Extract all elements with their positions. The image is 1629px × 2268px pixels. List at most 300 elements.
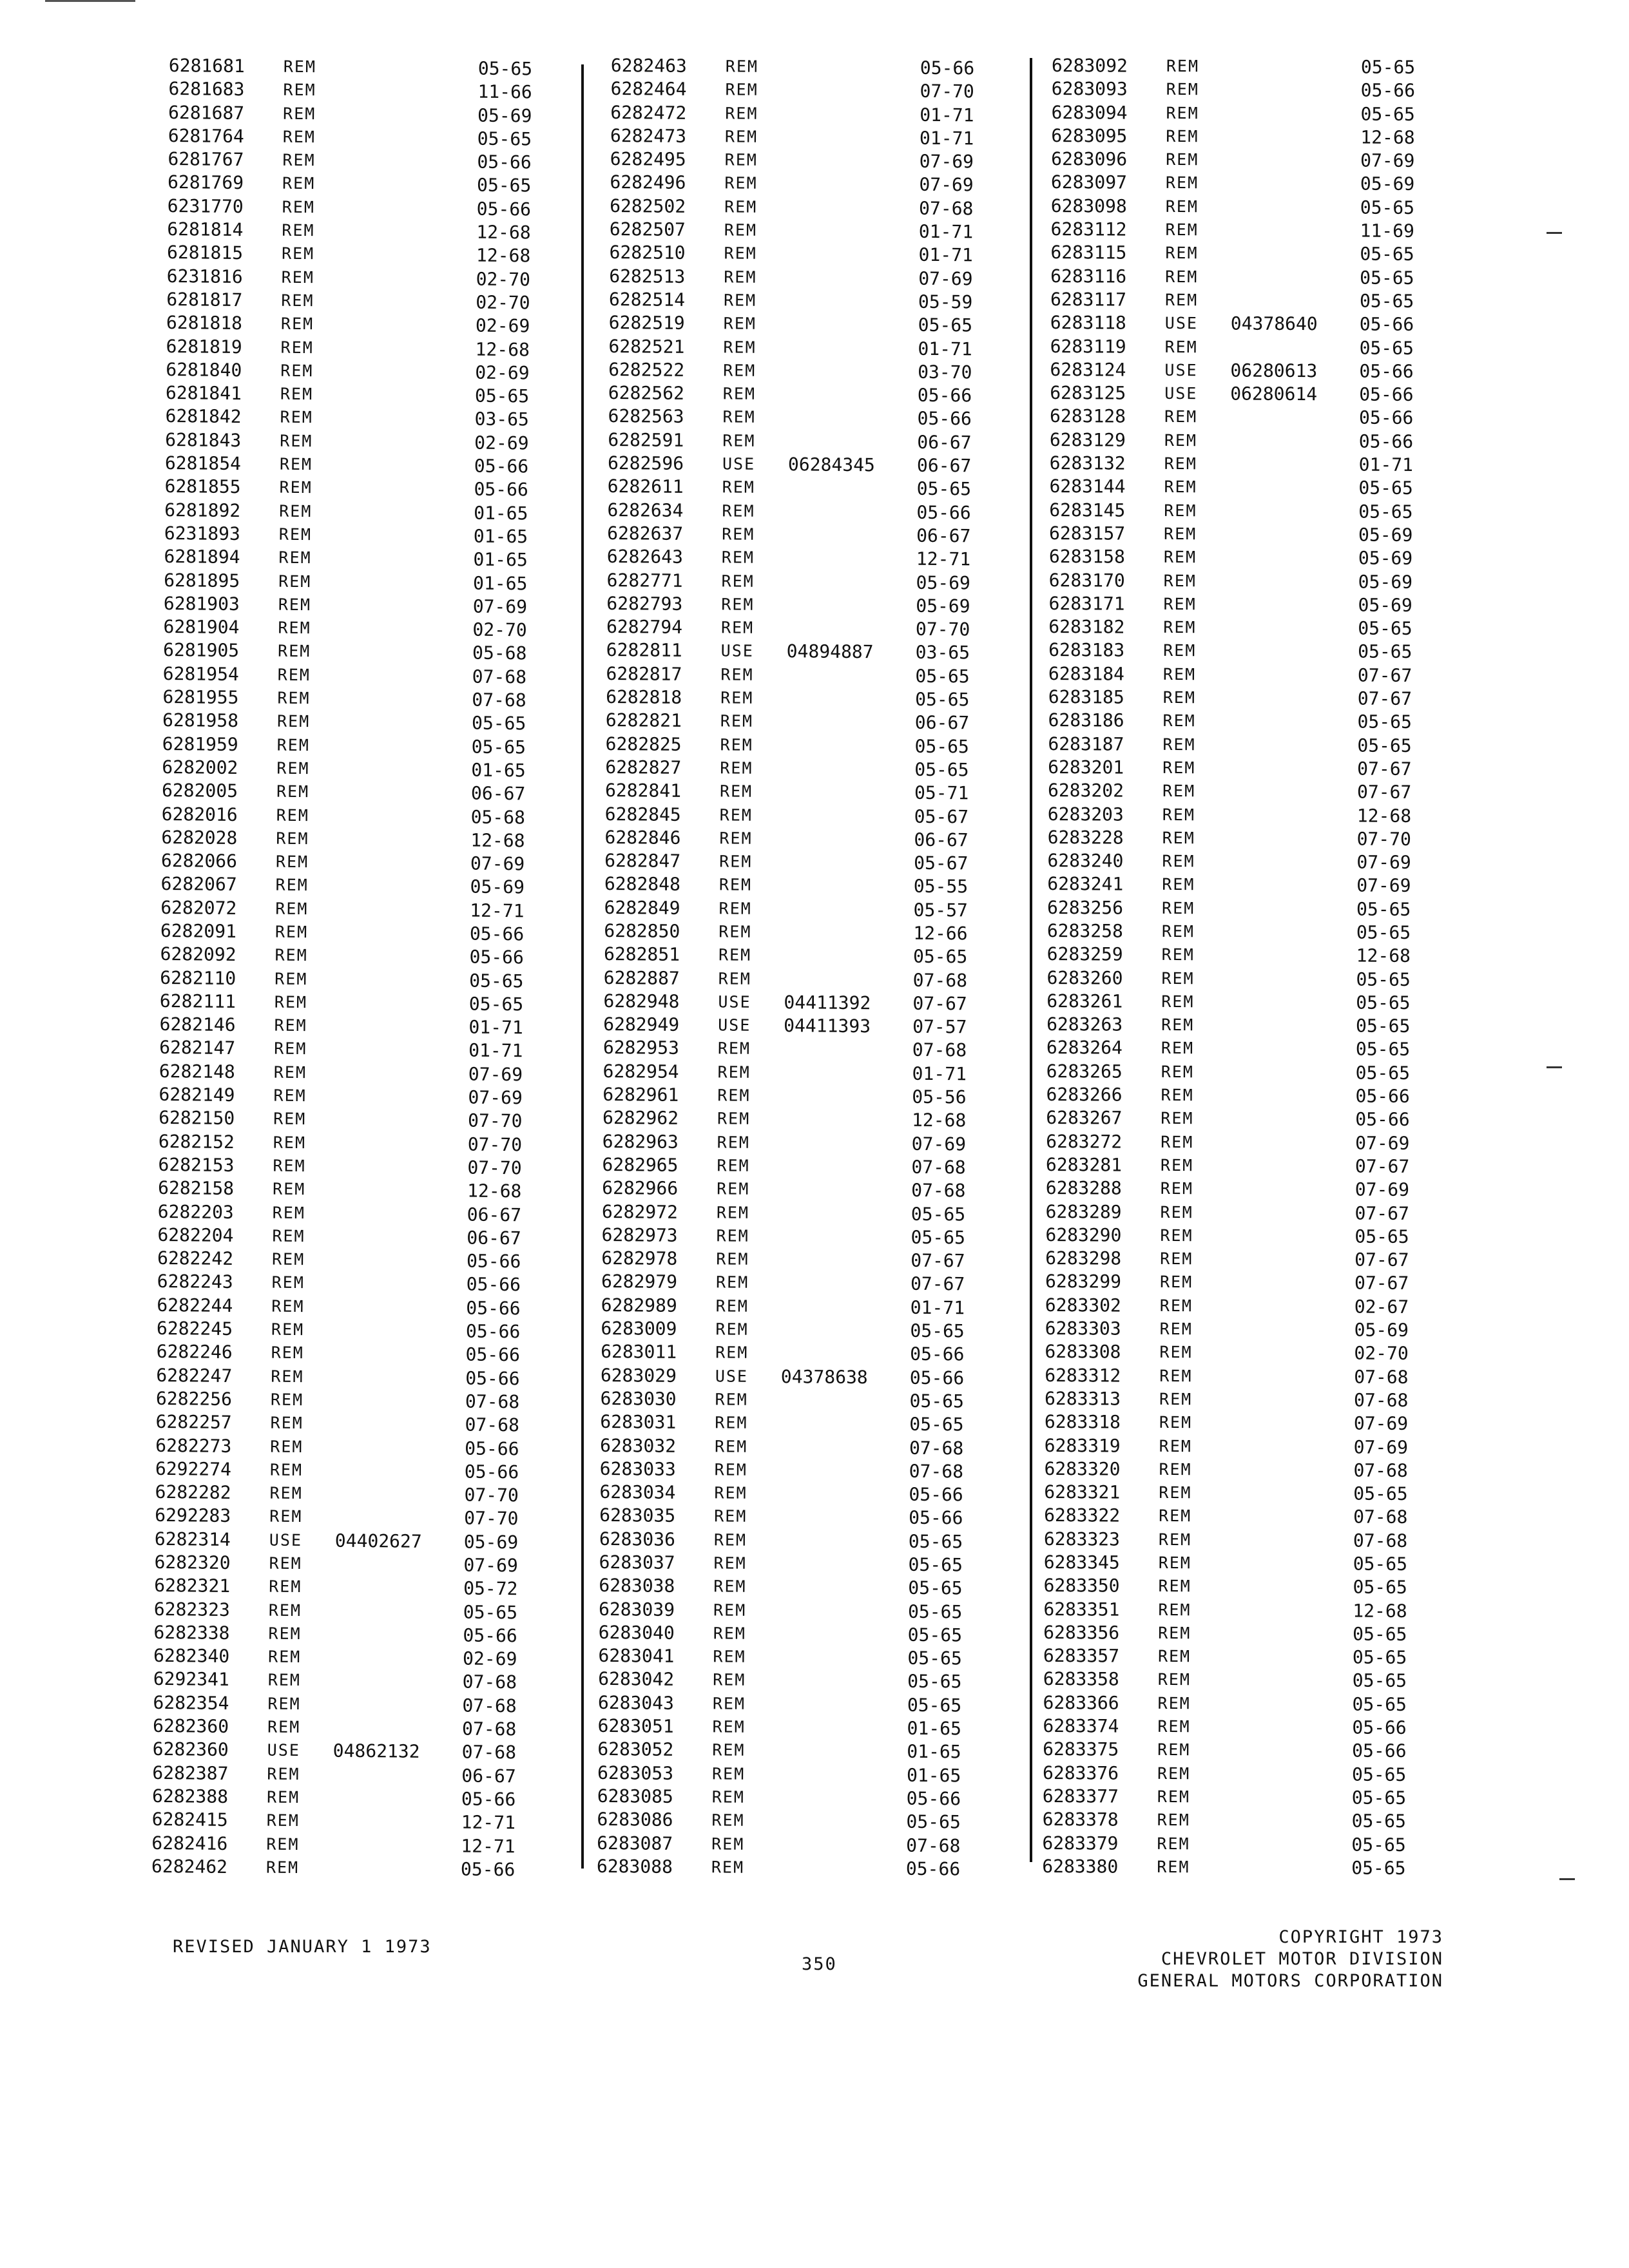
list-item <box>599 1621 1037 1648</box>
part-number: 6282562 <box>608 382 685 405</box>
effective-date: 07-69 <box>918 267 973 290</box>
list-item <box>1048 592 1487 618</box>
part-number: 6282273 <box>155 1434 232 1457</box>
replacement-part: 04402627 <box>334 1530 422 1552</box>
action-code: REM <box>266 1811 300 1831</box>
part-number: 6282954 <box>602 1060 679 1082</box>
list-item <box>601 1317 1039 1344</box>
part-number: 6283041 <box>598 1645 675 1667</box>
effective-date: 05-66 <box>469 946 525 968</box>
part-number: 6282092 <box>160 943 236 966</box>
list-item <box>598 1667 1036 1695</box>
part-number: 6282611 <box>607 476 684 498</box>
part-number: 6282244 <box>157 1294 233 1316</box>
action-code: REM <box>722 501 755 521</box>
effective-date: 07-67 <box>1354 1272 1409 1294</box>
list-item <box>602 1153 1040 1180</box>
action-code: REM <box>1164 407 1198 427</box>
list-item <box>1048 662 1487 688</box>
action-code: REM <box>713 1577 747 1597</box>
list-item <box>600 1410 1038 1437</box>
action-code: REM <box>272 1203 306 1222</box>
part-number: 6282091 <box>160 919 237 943</box>
action-code: REM <box>717 1062 751 1082</box>
effective-date: 02-70 <box>472 619 527 641</box>
effective-date: 05-66 <box>461 1788 516 1811</box>
action-code: REM <box>1159 1436 1192 1456</box>
part-number: 6283201 <box>1048 756 1124 778</box>
list-item <box>608 358 1046 385</box>
action-code: REM <box>273 1133 307 1152</box>
list-item <box>597 1738 1036 1765</box>
effective-date: 05-65 <box>1356 968 1411 990</box>
list-item <box>1045 1224 1483 1249</box>
action-code: REM <box>275 876 309 895</box>
list-item <box>1044 1504 1482 1530</box>
action-code: REM <box>271 1273 305 1293</box>
effective-date: 12-68 <box>1356 804 1412 827</box>
part-number: 6282282 <box>155 1481 231 1504</box>
action-code: REM <box>268 1600 302 1620</box>
action-code: REM <box>719 852 753 871</box>
effective-date: 05-65 <box>910 1320 965 1342</box>
effective-date: 07-69 <box>919 150 974 173</box>
replacement-part: 04378640 <box>1230 312 1318 335</box>
replacement-part: 04894887 <box>786 640 874 663</box>
action-code: REM <box>1163 594 1197 614</box>
list-item <box>1043 1667 1481 1693</box>
list-item <box>1049 522 1487 548</box>
part-number: 6283264 <box>1046 1037 1123 1059</box>
effective-date: 01-71 <box>920 104 974 126</box>
list-item <box>601 1270 1039 1297</box>
margin-dash-mark <box>1547 1066 1562 1068</box>
part-number: 6283272 <box>1046 1130 1123 1153</box>
list-item <box>1050 241 1489 267</box>
action-code: REM <box>1157 1716 1191 1736</box>
part-number: 6282354 <box>153 1691 229 1714</box>
list-item <box>1042 1832 1480 1858</box>
effective-date: 05-66 <box>910 1343 965 1365</box>
parts-column-2 <box>597 54 1049 1881</box>
effective-date: 01-71 <box>1358 454 1414 476</box>
part-number: 6283288 <box>1045 1177 1122 1199</box>
effective-date: 07-68 <box>1353 1530 1408 1552</box>
action-code: REM <box>1162 664 1197 684</box>
effective-date: 07-67 <box>1354 1249 1409 1271</box>
part-number: 6282521 <box>608 335 685 358</box>
effective-date: 01-71 <box>918 338 972 360</box>
part-number: 6282643 <box>606 546 684 568</box>
action-code: REM <box>275 945 308 965</box>
list-item <box>1045 1410 1483 1436</box>
list-item <box>1045 1200 1483 1226</box>
list-item <box>600 1434 1038 1461</box>
effective-date: 07-68 <box>1353 1389 1409 1411</box>
effective-date: 07-68 <box>1353 1506 1408 1528</box>
action-code: REM <box>1160 1155 1194 1175</box>
revised-date: REVISED JANUARY 1 1973 <box>173 1937 432 1957</box>
action-code: USE <box>1164 384 1198 403</box>
list-item <box>602 1200 1040 1227</box>
list-item <box>1046 1083 1484 1109</box>
list-item <box>602 1130 1041 1157</box>
list-item <box>151 1855 590 1883</box>
effective-date: 05-65 <box>1358 640 1412 663</box>
part-number: 6231770 <box>167 195 244 217</box>
action-code: REM <box>275 969 308 988</box>
part-number: 6282415 <box>151 1809 228 1831</box>
action-code: REM <box>1161 1015 1195 1035</box>
part-number: 6282847 <box>604 850 681 872</box>
list-item <box>1045 1340 1483 1366</box>
effective-date: 05-66 <box>466 1273 521 1296</box>
action-code: REM <box>717 1156 750 1175</box>
list-item <box>611 54 1049 81</box>
effective-date: 06-67 <box>461 1765 516 1787</box>
effective-date: 07-69 <box>1356 851 1411 874</box>
effective-date: 05-66 <box>905 1858 961 1880</box>
effective-date: 05-66 <box>466 1297 521 1320</box>
action-code: REM <box>280 431 313 450</box>
action-code: REM <box>1165 244 1199 263</box>
part-number: 6282016 <box>161 803 238 825</box>
effective-date: 05-65 <box>1351 1787 1407 1809</box>
list-item <box>1045 1247 1483 1273</box>
action-code: REM <box>718 968 752 988</box>
part-number: 6282153 <box>158 1153 235 1177</box>
effective-date: 01-65 <box>471 759 526 782</box>
list-item <box>1051 124 1489 150</box>
part-number: 6283321 <box>1044 1481 1121 1503</box>
action-code: REM <box>1166 80 1199 99</box>
part-number: 6283182 <box>1048 616 1125 638</box>
part-number: 6283322 <box>1044 1504 1121 1526</box>
part-number: 6282818 <box>606 686 682 708</box>
list-item <box>1046 966 1485 992</box>
part-number: 6283240 <box>1047 850 1124 872</box>
effective-date: 05-65 <box>1353 1576 1407 1599</box>
list-item <box>605 756 1043 783</box>
part-number: 6282637 <box>607 522 684 544</box>
action-code: REM <box>1161 945 1195 965</box>
part-number: 6283094 <box>1051 101 1128 124</box>
effective-date: 07-70 <box>467 1133 523 1155</box>
list-item <box>599 1528 1037 1555</box>
effective-date: 07-69 <box>1355 1132 1410 1154</box>
part-number: 6282965 <box>602 1153 679 1176</box>
part-number: 6282245 <box>156 1317 233 1340</box>
action-code: REM <box>1157 1693 1191 1713</box>
list-item <box>1050 218 1489 244</box>
action-code: REM <box>1164 454 1197 474</box>
list-item <box>1050 428 1488 454</box>
effective-date: 05-66 <box>469 923 525 945</box>
part-number: 6281855 <box>164 476 241 498</box>
list-item <box>599 1504 1037 1531</box>
part-number: 6283029 <box>600 1364 677 1387</box>
action-code: REM <box>717 1179 750 1198</box>
part-number: 6282979 <box>601 1271 678 1293</box>
effective-date: 12-71 <box>470 899 525 922</box>
list-item <box>610 124 1048 151</box>
part-number: 6283376 <box>1042 1762 1119 1784</box>
part-number: 6283319 <box>1044 1434 1121 1457</box>
action-code: REM <box>1159 1506 1192 1526</box>
action-code: REM <box>282 150 316 170</box>
effective-date: 05-69 <box>477 104 532 127</box>
parts-column-1 <box>151 54 607 1883</box>
list-item <box>1045 1317 1483 1343</box>
part-number: 6283053 <box>597 1762 674 1784</box>
part-number: 6281895 <box>164 569 240 591</box>
list-item <box>1046 1036 1485 1062</box>
action-code: REM <box>720 758 753 778</box>
list-item <box>602 1106 1041 1133</box>
part-number: 6281817 <box>166 288 243 311</box>
effective-date: 07-68 <box>919 197 974 220</box>
part-number: 6283118 <box>1050 312 1126 334</box>
list-item <box>610 218 1048 245</box>
list-item <box>1046 1060 1485 1086</box>
list-item <box>1048 826 1486 852</box>
part-number: 6282811 <box>606 639 682 662</box>
effective-date: 12-66 <box>913 922 968 945</box>
part-number: 6282989 <box>601 1294 677 1316</box>
effective-date: 05-65 <box>1357 735 1412 756</box>
list-item <box>610 171 1048 198</box>
effective-date: 07-68 <box>462 1695 517 1717</box>
action-code: REM <box>278 548 312 568</box>
part-number: 6283345 <box>1043 1551 1120 1573</box>
action-code: REM <box>1157 1763 1191 1783</box>
action-code: REM <box>273 1086 307 1106</box>
effective-date: 05-65 <box>1359 337 1414 359</box>
effective-date: 05-69 <box>470 876 525 898</box>
action-code: REM <box>1164 290 1199 310</box>
list-item <box>601 1224 1039 1251</box>
effective-date: 05-65 <box>1352 1646 1407 1669</box>
action-code: USE <box>715 1366 749 1386</box>
list-item <box>606 639 1045 666</box>
action-code: REM <box>266 1787 300 1807</box>
part-number: 6281892 <box>164 499 241 521</box>
action-code: REM <box>723 337 757 357</box>
list-item <box>1049 499 1487 524</box>
action-code: REM <box>270 1437 304 1456</box>
action-code: REM <box>1159 1296 1193 1315</box>
part-number: 6281819 <box>166 335 242 358</box>
part-number: 6283356 <box>1043 1621 1120 1644</box>
list-item <box>608 381 1046 408</box>
action-code: REM <box>269 1483 303 1503</box>
effective-date: 12-68 <box>911 1110 967 1131</box>
part-number: 6281769 <box>167 171 244 194</box>
part-number: 6282961 <box>602 1084 679 1106</box>
action-code: REM <box>711 1811 745 1830</box>
part-number: 6283318 <box>1044 1411 1121 1433</box>
part-number: 6282158 <box>157 1177 235 1200</box>
action-code: REM <box>273 1156 306 1176</box>
action-code: REM <box>718 899 752 918</box>
part-number: 6283119 <box>1050 335 1126 358</box>
action-code: REM <box>282 197 316 216</box>
list-item <box>1046 1106 1484 1132</box>
part-number: 6283259 <box>1046 943 1123 965</box>
effective-date: 05-65 <box>1359 290 1414 312</box>
effective-date: 07-67 <box>1357 687 1412 709</box>
effective-date: 05-69 <box>916 572 970 593</box>
part-number: 6283357 <box>1043 1645 1120 1667</box>
action-code: REM <box>1157 1787 1191 1807</box>
effective-date: 05-65 <box>1352 1669 1407 1692</box>
part-number: 6283228 <box>1047 826 1124 849</box>
action-code: USE <box>722 454 756 474</box>
effective-date: 05-65 <box>914 758 969 781</box>
part-number: 6282203 <box>157 1200 234 1223</box>
effective-date: 07-69 <box>468 1063 523 1086</box>
action-code: REM <box>724 220 758 240</box>
effective-date: 07-69 <box>463 1554 518 1577</box>
effective-date: 05-66 <box>474 478 528 501</box>
part-number: 6283256 <box>1046 896 1124 919</box>
action-code: REM <box>268 1624 302 1643</box>
part-number: 6282150 <box>158 1107 235 1129</box>
effective-date: 02-70 <box>476 291 530 314</box>
list-item <box>609 288 1047 315</box>
part-number: 6282514 <box>608 288 686 311</box>
action-code: REM <box>277 642 311 661</box>
effective-date: 05-66 <box>466 1250 521 1273</box>
part-number: 6282963 <box>602 1130 679 1153</box>
part-number: 6282851 <box>603 943 680 966</box>
effective-date: 06-67 <box>467 1227 521 1249</box>
action-code: REM <box>1161 1132 1194 1151</box>
action-code: REM <box>276 758 310 778</box>
part-number: 6282111 <box>159 990 236 1012</box>
part-number: 6283375 <box>1043 1738 1119 1760</box>
action-code: REM <box>267 1671 302 1690</box>
effective-date: 05-71 <box>914 782 969 804</box>
action-code: REM <box>715 1273 749 1293</box>
action-code: REM <box>274 1039 307 1059</box>
effective-date: 05-55 <box>913 876 969 898</box>
effective-date: 05-65 <box>1351 1834 1406 1856</box>
part-number: 6281815 <box>166 242 244 264</box>
part-number: 6283117 <box>1050 288 1127 311</box>
list-item <box>1051 171 1489 197</box>
part-number: 6283124 <box>1050 358 1126 381</box>
effective-date: 05-59 <box>918 291 973 313</box>
action-code: REM <box>271 1343 304 1363</box>
list-item <box>1043 1762 1481 1787</box>
action-code: REM <box>715 1390 748 1409</box>
effective-date: 07-68 <box>911 1156 966 1178</box>
action-code: REM <box>1162 782 1196 801</box>
action-code: REM <box>724 173 758 193</box>
effective-date: 05-65 <box>908 1553 963 1576</box>
effective-date: 07-67 <box>910 1273 965 1295</box>
action-code: REM <box>713 1553 747 1573</box>
effective-date: 07-67 <box>912 992 967 1015</box>
action-code: REM <box>1159 1459 1192 1479</box>
action-code: REM <box>282 174 316 193</box>
part-number: 6282028 <box>161 826 238 849</box>
part-number: 6283323 <box>1043 1528 1121 1550</box>
part-number: 6282821 <box>605 709 682 732</box>
part-number: 6283260 <box>1046 966 1123 989</box>
list-item <box>598 1691 1036 1718</box>
action-code: REM <box>717 1086 751 1105</box>
list-item <box>609 311 1047 338</box>
effective-date: 12-68 <box>476 244 531 267</box>
action-code: USE <box>1164 314 1199 333</box>
list-item <box>1043 1621 1481 1647</box>
action-code: REM <box>276 711 311 731</box>
list-item <box>1043 1715 1481 1740</box>
part-number: 6282973 <box>601 1224 678 1246</box>
effective-date: 05-66 <box>1359 360 1414 382</box>
effective-date: 06-67 <box>916 524 971 547</box>
part-number: 6282204 <box>157 1224 234 1246</box>
replacement-part: 06280613 <box>1230 360 1318 382</box>
part-number: 6282152 <box>158 1130 235 1153</box>
list-item <box>1043 1574 1481 1600</box>
action-code: REM <box>714 1460 748 1479</box>
action-code: REM <box>1162 735 1196 754</box>
part-number: 6283203 <box>1047 803 1124 825</box>
action-code: REM <box>269 1553 302 1573</box>
part-number: 6281683 <box>168 78 245 101</box>
margin-dash-mark <box>1559 1878 1575 1880</box>
copyright-block <box>1070 1927 1443 1992</box>
part-number: 6282817 <box>606 662 682 685</box>
effective-date: 05-65 <box>469 970 524 992</box>
list-item <box>1050 335 1489 361</box>
part-number: 6281764 <box>168 124 244 148</box>
action-code: REM <box>722 431 756 450</box>
effective-date: 05-65 <box>907 1600 963 1622</box>
effective-date: 05-68 <box>472 642 527 664</box>
list-item <box>1043 1738 1481 1763</box>
effective-date: 05-69 <box>1358 547 1413 570</box>
action-code: REM <box>1165 267 1199 286</box>
effective-date: 05-65 <box>908 1577 963 1599</box>
action-code: REM <box>278 595 312 614</box>
part-number: 6283281 <box>1045 1153 1123 1176</box>
list-item <box>1042 1855 1480 1881</box>
action-code: REM <box>718 875 753 895</box>
list-item <box>603 1036 1041 1063</box>
effective-date: 07-67 <box>1354 1155 1410 1177</box>
action-code: REM <box>1159 1319 1193 1339</box>
action-code: REM <box>1160 1249 1193 1269</box>
part-number: 6283308 <box>1045 1341 1121 1363</box>
action-code: REM <box>280 408 313 427</box>
part-number: 6282247 <box>156 1364 233 1387</box>
action-code: REM <box>273 1062 307 1082</box>
action-code: REM <box>1159 1483 1192 1503</box>
effective-date: 05-65 <box>1351 1810 1407 1832</box>
list-item <box>1049 545 1487 571</box>
list-item <box>601 1364 1039 1391</box>
action-code: REM <box>1157 1857 1190 1877</box>
effective-date: 05-69 <box>1354 1319 1409 1341</box>
effective-date: 05-65 <box>1357 711 1412 733</box>
part-number: 6282462 <box>151 1855 228 1878</box>
effective-date: 07-68 <box>912 1039 967 1061</box>
effective-date: 05-65 <box>1353 1483 1408 1505</box>
